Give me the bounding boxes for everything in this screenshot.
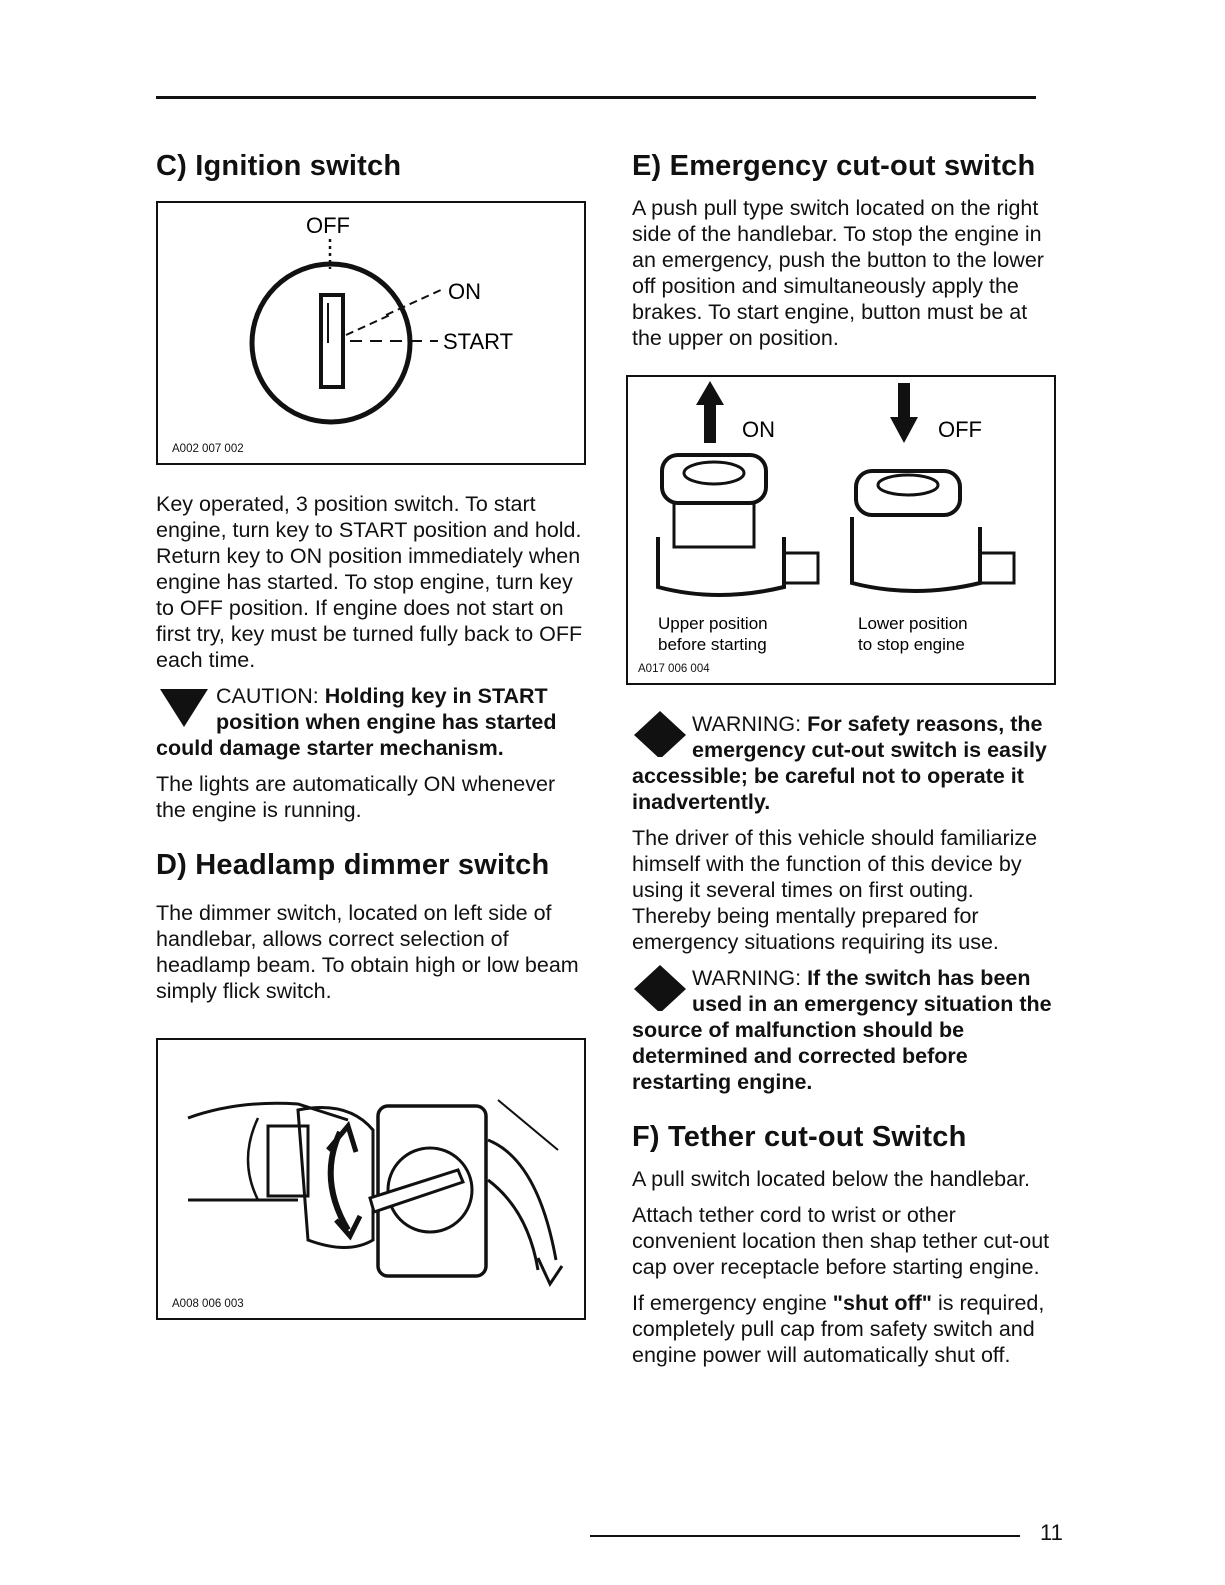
caution-text: Holding key in START position when engine has started could damage starter mechanism. — [156, 684, 557, 760]
ignition-off-label: OFF — [306, 213, 350, 238]
upper-position-line1: Upper position — [658, 614, 768, 633]
emergency-figure-code: A017 006 004 — [638, 663, 710, 675]
ignition-title: C) Ignition switch — [156, 150, 402, 182]
caution-note — [156, 683, 586, 761]
headlamp-figure — [156, 1038, 586, 1320]
right-column — [632, 150, 1056, 1378]
key-slot — [321, 295, 343, 387]
driver-text: The driver of this vehicle should familiarize himself with the function of this device by using it several times on first outing. Thereby being mentally prepared for emergency situations requiring its use. — [632, 826, 1038, 954]
key-dial — [252, 264, 410, 422]
ignition-diagram — [158, 203, 584, 463]
left-column — [156, 150, 586, 1346]
upper-position-line2: before starting — [658, 635, 767, 654]
tether-text-3 — [632, 1290, 1056, 1368]
tether-text-3-after: is required, completely pull cap from safety switch and engine power will automatically shut off. — [632, 1291, 1045, 1367]
arrow-up-icon — [696, 381, 724, 443]
header-rule — [156, 96, 1036, 99]
ignition-on-label: ON — [448, 279, 481, 304]
dimmer-lever — [370, 1170, 463, 1212]
ignition-start-label: START — [443, 329, 514, 354]
arrow-down-icon — [890, 383, 918, 443]
warning1-label: WARNING: — [692, 712, 802, 736]
ignition-figure — [156, 201, 586, 465]
lights-text: The lights are automatically ON whenever the engine is running. — [156, 772, 556, 822]
tether-text-1: A pull switch located below the handlebar. — [632, 1167, 1031, 1191]
tether-title: F) Tether cut-out Switch — [632, 1121, 967, 1153]
warning2-text: If the switch has been used in an emergency situation the source of malfunction should be determined and corrected before restarting engine. — [632, 966, 1052, 1094]
diamond-icon — [632, 965, 688, 1011]
diamond-icon — [632, 711, 688, 757]
emergency-on-label: ON — [742, 417, 775, 442]
headlamp-text: The dimmer switch, located on left side of handlebar, allows correct selection of headlamp beam. To obtain high or low beam simply flick switch. — [156, 901, 579, 1003]
emergency-figure — [626, 375, 1056, 685]
caution-label: CAUTION: — [216, 684, 319, 708]
footer-rule — [590, 1535, 1020, 1537]
lower-position-line2: to stop engine — [858, 635, 965, 654]
headlamp-title: D) Headlamp dimmer switch — [156, 849, 550, 881]
emergency-text: A push pull type switch located on the right side of the handlebar. To stop the engine in an emergency, push the button to the lower off position and simultaneously apply the brakes. To start engine, button must be at the upper on position. — [632, 196, 1044, 350]
lower-switch-drawing — [852, 471, 1014, 591]
warning-note-2 — [632, 965, 1056, 1095]
warning2-label: WARNING: — [692, 966, 802, 990]
emergency-switch-diagram — [628, 377, 1054, 683]
emergency-title: E) Emergency cut-out switch — [632, 150, 1036, 182]
upper-switch-drawing — [658, 455, 818, 595]
ignition-figure-code: A002 007 002 — [172, 443, 244, 455]
headlamp-figure-code: A008 006 003 — [172, 1298, 244, 1310]
handlebar-diagram — [158, 1040, 584, 1318]
page-number: 11 — [1040, 1520, 1063, 1545]
warning1-text: For safety reasons, the emergency cut-out switch is easily accessible; be careful not to operate it inadvertently. — [632, 712, 1047, 814]
tether-text-2: Attach tether cord to wrist or other convenient location then shap tether cut-out cap over receptacle before starting engine. — [632, 1203, 1050, 1279]
ignition-text: Key operated, 3 position switch. To start engine, turn key to START position and hold. Return key to ON position immediately when engine has started. To stop engine, turn key to OFF position. If engine does not start on first try, key must be turned fully back to OFF each time. — [156, 492, 583, 672]
lower-position-line1: Lower position — [858, 614, 968, 633]
tether-text-3-before: If emergency engine — [632, 1291, 833, 1315]
tether-text-3-bold: "shut off" — [832, 1291, 932, 1315]
emergency-off-label: OFF — [938, 417, 982, 442]
triangle-down-icon — [156, 683, 212, 729]
warning-note-1 — [632, 711, 1056, 815]
